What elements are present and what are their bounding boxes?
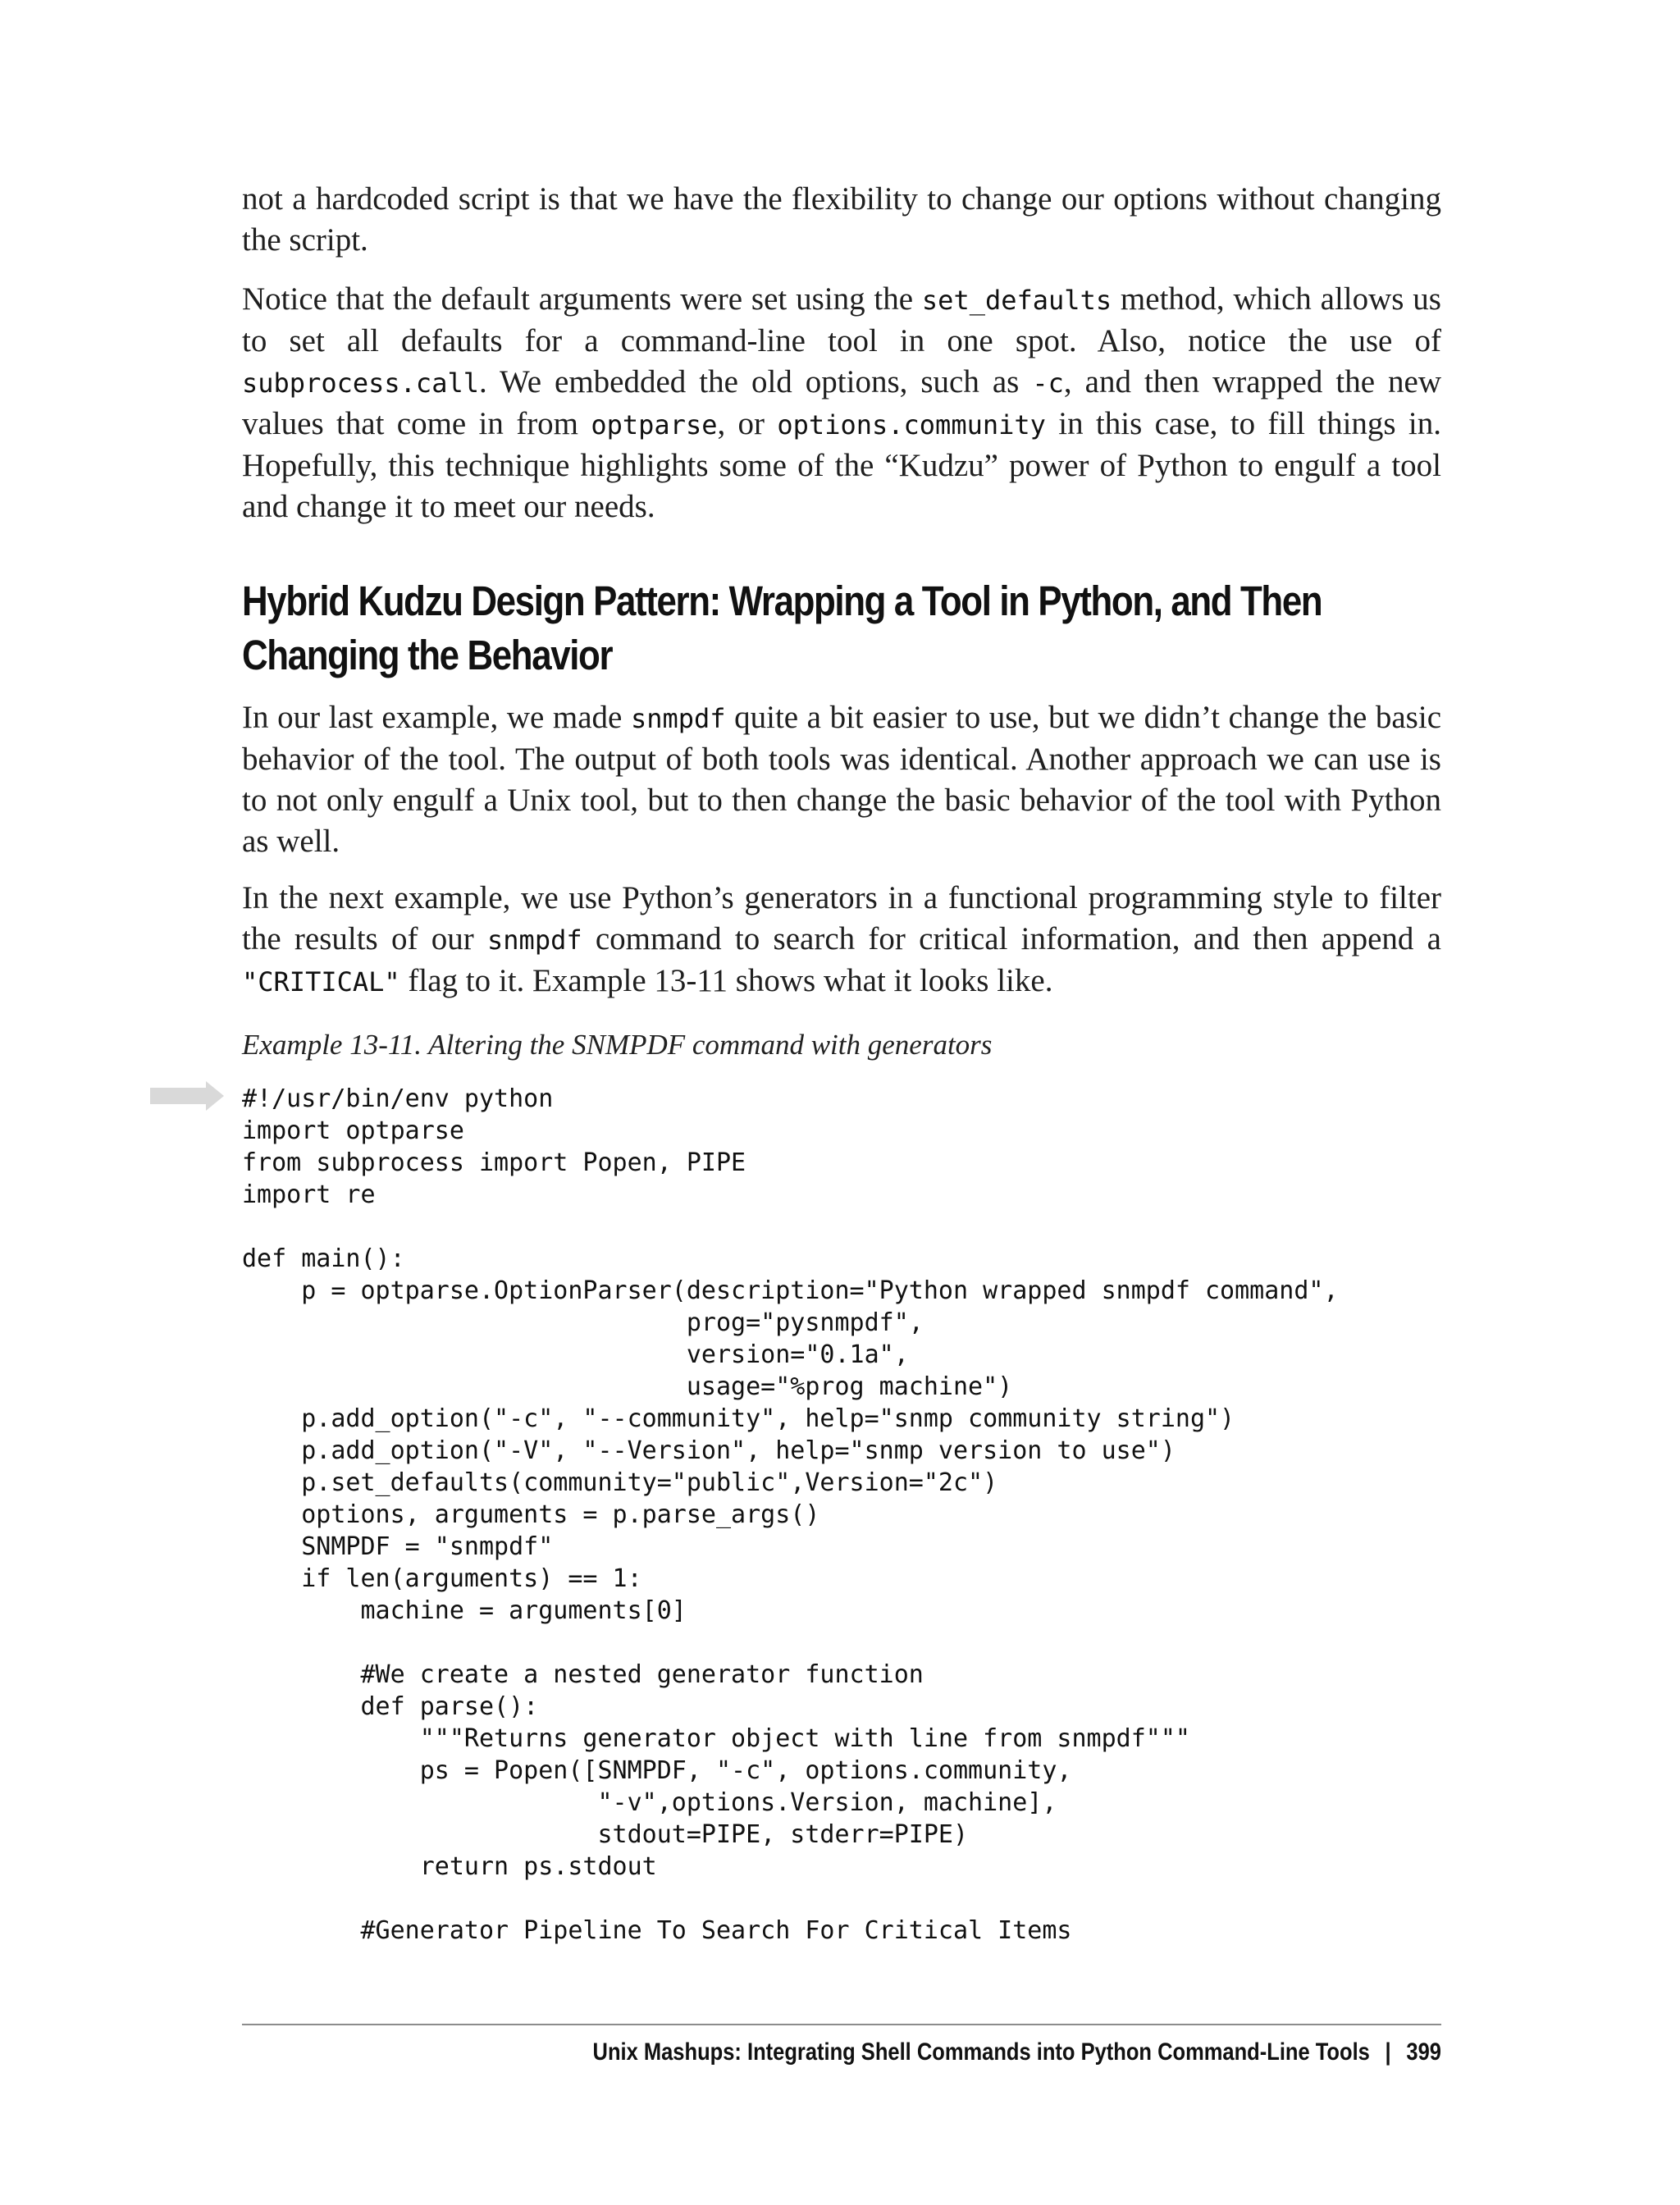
page-number: 399 bbox=[1406, 2038, 1441, 2066]
section-heading bbox=[242, 574, 1441, 682]
inline-code: options.community bbox=[777, 409, 1046, 441]
inline-code: "CRITICAL" bbox=[242, 966, 400, 998]
example-caption: Example 13-11. Altering the SNMPDF command with generators bbox=[242, 1029, 993, 1061]
heading-line-1: Hybrid Kudzu Design Pattern: Wrapping a Tool in Python, and Then bbox=[242, 578, 1322, 624]
paragraph-continuation: not a hardcoded script is that we have the flexibility to change our options without changing the script. bbox=[242, 181, 1441, 258]
inline-code: -c bbox=[1032, 368, 1064, 399]
inline-code: snmpdf bbox=[630, 703, 726, 734]
inline-code: subprocess.call bbox=[242, 368, 479, 399]
footer-divider bbox=[242, 2024, 1441, 2025]
running-title: Unix Mashups: Integrating Shell Commands into Python Command-Line Tools bbox=[592, 2038, 1370, 2066]
code-listing: #!/usr/bin/env python import optparse from subprocess import Popen, PIPE import re def main(): p = optparse.OptionParser(description="Python wrapped snmpdf command", prog="pysnmpdf", version="0.1a", usage="%prog machine") p.add_option("-c", "--community", help="snmp community string") p.add_option("-V", "--Version", help="snmp version to use") p.set_defaults(community="public",Version="2c") options, arguments = p.parse_args() SNMPDF = "snmpdf" if len(arguments) == 1: machine = arguments[0] #We create a nested generator function def parse(): """Returns generator object with line from snmpdf""" ps = Popen([SNMPDF, "-c", options.community, "-v",options.Version, machine], stdout=PIPE, stderr=PIPE) return ps.stdout #Generator Pipeline To Search For Critical Items bbox=[242, 1084, 1339, 1945]
paragraph-next-example: In the next example, we use Python’s generators in a functional programming style to filter the results of our snmpdf command to search for critical information, and then append a "CRITICAL" flag to it. Example 13-11 shows what it looks like. bbox=[242, 880, 1441, 998]
page-footer bbox=[593, 2036, 1441, 2069]
paragraph-set-defaults: Notice that the default arguments were set using the set_defaults method, which allows us to set all defaults for a command-line tool in one spot. Also, notice the use of subprocess.call. We embedded the old options, such as -c, and then wrapped the new values that come in from optparse, or options.community in this case, to fill things in. Hopefully, this technique highlights some of the “Kudzu” power of Python to engulf a tool and change it to meet our needs. bbox=[242, 281, 1441, 524]
inline-code: optparse bbox=[591, 409, 718, 441]
inline-code: snmpdf bbox=[487, 924, 582, 956]
footer-separator: | bbox=[1385, 2038, 1391, 2066]
inline-code: set_defaults bbox=[921, 285, 1112, 316]
paragraph-last-example: In our last example, we made snmpdf quite a bit easier to use, but we didn’t change the basic behavior of the tool. The output of both tools was identical. Another approach we can use is to not only engulf a Unix tool, but to then change the basic behavior of the tool with Python as well. bbox=[242, 700, 1441, 859]
arrow-right-icon bbox=[150, 1081, 224, 1111]
heading-line-2: Changing the Behavior bbox=[242, 632, 613, 678]
